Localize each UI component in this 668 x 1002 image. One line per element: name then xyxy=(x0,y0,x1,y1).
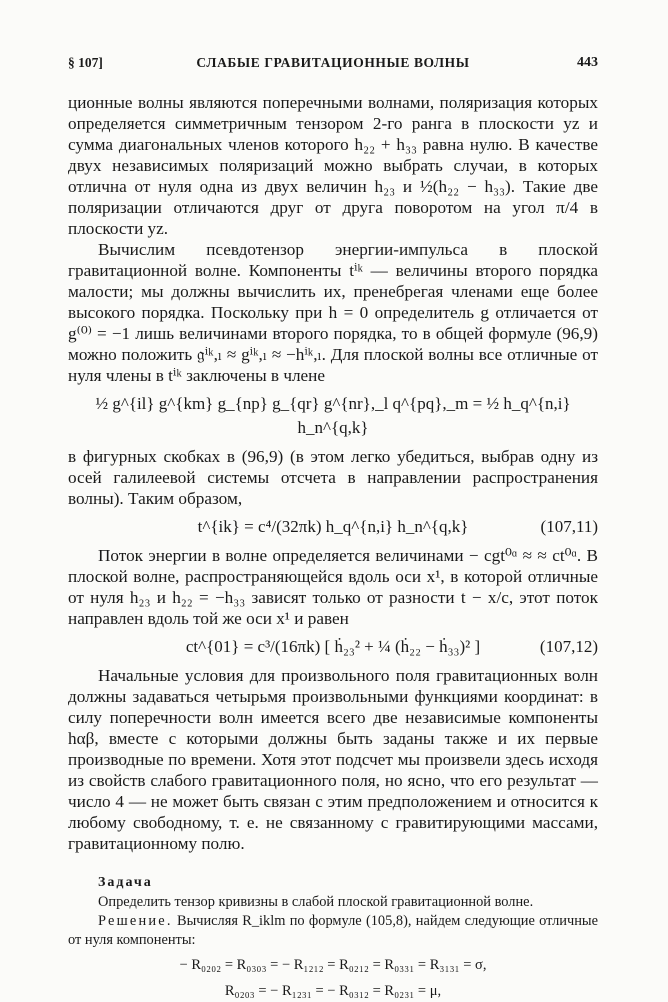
equation-number: (107,12) xyxy=(539,637,598,656)
curvature-equation-2: R₀₂₀₃ = − R₁₂₃₁ = − R₀₃₁₂ = R₀₂₃₁ = μ, xyxy=(224,983,442,999)
running-header xyxy=(68,55,598,75)
problem-block xyxy=(68,893,598,1002)
formula-107-11 xyxy=(68,515,598,539)
paragraph-3: в фигурных скобках в (96,9) (в этом легко убедиться, выбрав одну из осей галилеевой системы отсчета в направлении распространения волны). Таким образом, xyxy=(68,447,598,508)
paragraph-4: Поток энергии в волне определяется величинами − cgt⁰ᵅ ≈ ≈ ct⁰ᵅ. В плоской волне, распространяющейся вдоль оси x¹, в которой отличные от нуля h₂₃ и h₂₂ = −h₃₃ зависят только от разности t − x/c, этот поток направлен вдоль той же оси x¹ и равен xyxy=(68,546,598,628)
section-marker: § 107] xyxy=(68,55,103,70)
curvature-equation-1: − R₀₂₀₂ = R₀₃₀₃ = − R₁₂₁₂ = R₀₂₁₂ = R₀₃₃₁ = R₃₁₃₁ = σ, xyxy=(179,957,487,973)
problem-solution xyxy=(68,912,598,950)
formula-product-term xyxy=(68,392,598,440)
formula-text: ct^{01} = c³/(16πk) [ ḣ₂₃² + ¼ (ḣ₂₂ − ḣ₃₃)² ] xyxy=(185,637,481,656)
paragraph-5: Начальные условия для произвольного поля гравитационных волн должны задаваться четырьмя произвольными функциями координат: в силу поперечности волн имеется всего две независимые компоненты hαβ, вместе с которыми должны быть заданы также и их первые производные по времени. Хотя этот подсчет мы произвели здесь исходя из свойств слабого гравитационного поля, но ясно, что его результат — число 4 — не может быть связан с этим предположением и относится к любому свободному, т. е. не связанному с гравитирующими массами, гравитационному полю. xyxy=(68,666,598,853)
paragraph-1: ционные волны являются поперечными волнами, поляризация которых определяется симметричным тензором 2-го ранга в плоскости yz и сумма диагональных членов которого h₂₂ + h₃₃ равна нулю. В качестве двух независимых поляризаций можно выбрать случаи, в которых отлична от нуля одна из двух величин h₂₃ и ½(h₂₂ − h₃₃). Такие две поляризации отличаются друг от друга поворотом на угол π/4 в плоскости yz. xyxy=(68,93,598,238)
page-body xyxy=(68,92,598,1002)
problem-statement: Определить тензор кривизны в слабой плоской гравитационной волне. xyxy=(98,894,534,910)
page-number: 443 xyxy=(577,55,598,70)
paragraph-2: Вычислим псевдотензор энергии-импульса в плоской гравитационной волне. Компоненты tⁱᵏ — величины второго порядка малости; мы должны вычислить их, пренебрегая членами еще более высокого порядка. Поскольку при h = 0 определитель g отличается от g⁽⁰⁾ = −1 лишь величинами второго порядка, то в общей формуле (96,9) можно положить 𝔤ⁱᵏ,ₗ ≈ gⁱᵏ,ₗ ≈ −hⁱᵏ,ₗ. Для плоской волны все отличные от нуля члены в tⁱᵏ заключены в члене xyxy=(68,240,598,385)
equation-number: (107,11) xyxy=(540,517,598,536)
solution-text: Вычисляя R_iklm по формуле (105,8), найдем следующие отличные от нуля компоненты: xyxy=(68,913,598,948)
formula-text: ½ g^{il} g^{km} g_{np} g_{qr} g^{nr},_l q^{pq},_m = ½ h_q^{n,i} h_n^{q,k} xyxy=(95,394,571,437)
problem-title: Задача xyxy=(98,875,153,890)
running-title: СЛАБЫЕ ГРАВИТАЦИОННЫЕ ВОЛНЫ xyxy=(196,55,470,70)
formula-text: t^{ik} = c⁴/(32πk) h_q^{n,i} h_n^{q,k} xyxy=(197,517,469,536)
formula-107-12 xyxy=(68,635,598,659)
solution-label: Решение. xyxy=(98,913,173,929)
